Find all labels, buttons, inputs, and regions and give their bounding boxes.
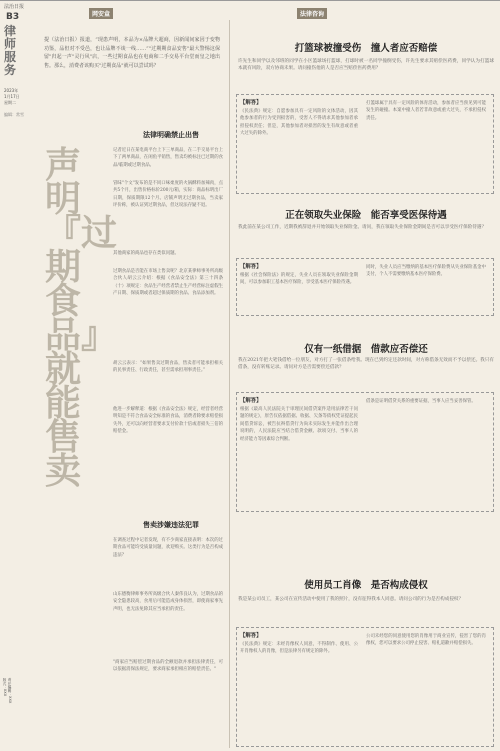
column-divider xyxy=(229,20,230,748)
editor-label-text: 编辑 xyxy=(4,112,12,117)
lead-paragraph-9: "商家应当赔偿过期食品的全额退款并承担法律责任，可以依据消保法规定，要求商家承担相应的赔偿责任。" xyxy=(113,660,223,673)
article4-title: 使用员工肖像 是否构成侵权 xyxy=(304,580,428,591)
lead-paragraph-5: 胡云云表示：“如果售卖过期食品，售卖者可能承担相关的民事责任、行政责任，甚至需承担刑事责任。” xyxy=(113,361,223,374)
main-headline: 声明『过期食品』就能售卖 xyxy=(45,144,118,492)
article3-title: 仅有一纸借据 借款应否偿还 xyxy=(304,344,428,355)
article3-answer-2: 借条是证明借贷关系的重要证据，当事人应当妥善保管。 xyxy=(366,399,476,404)
issue-date: 2023年 1月17日 星期二 xyxy=(4,88,20,105)
footer-credits: 責任編輯：XXX 版式：XXX xyxy=(3,678,12,704)
article3-answer-1: 根据《最高人民法院关于审理民间借贷案件适用法律若干问题的规定》，原告仅依据借据、收据、欠条等债权凭证提起民间借贷诉讼，被告抗辩借贷行为尚未实际发生并能作出合理说明的，人民法院应当结合借贷金额、款项交付、当事人的经济能力等因素综合判断。 xyxy=(240,407,358,442)
paper-name: 法治日报 xyxy=(4,4,25,10)
lead-paragraph-2: 冒昧"个文"发布的是不同口味柔度的火锅酥料加辣肉，点共5个月，出售价格标价200元/箱，实际：商品标明出厂日期，保质期限12个月。店铺声明无过期食品，当卖家评价称，被认证到过期食品，但这说法存疑不退。 xyxy=(113,181,223,209)
article2-answer-2: 同时，失业人员应当缴纳的基本医疗保险费从失业保险基金中支付，个人不需要缴纳基本医疗保险费。 xyxy=(366,265,486,278)
lead-paragraph-7: 在调查过程中记者发现，有不少商家直接表明：本次的过期食品可能均受质量问题，欢迎购买。这类行为是否构成违法？ xyxy=(113,538,223,558)
article4-answer-label: 【解答】 xyxy=(240,633,262,639)
editor-name: 常雪 xyxy=(16,112,24,117)
article2-answer-label: 【解答】 xyxy=(240,264,262,270)
editor-label: 编辑：常雪 xyxy=(4,112,24,117)
lead-paragraph-3: 其他商家的商品也存在类似问题。 xyxy=(113,251,179,256)
article4-answer-2: 公司未经您的同意使用您的肖像用于商业宣传，侵害了您的肖像权，您可以要求公司停止侵害、赔礼道歉并赔偿损失。 xyxy=(366,634,486,647)
lead-paragraph-1: 记者近日在某电商平台上下三单商品，在二手交易平台上下了两单商品，在闲鱼平销售，售卖均被标注已过期的食品/临期或过期食品。 xyxy=(113,148,223,168)
section-heading-2: 售卖涉嫌违法犯罪 xyxy=(143,520,199,529)
article4-answer-1: 《民法典》规定：未经肖像权人同意，不得制作、使用、公开肖像权人的肖像，但是法律另有规定的除外。 xyxy=(240,642,358,655)
article1-answer-2: 打篮球属于具有一定风险的体育活动，参加者应当预见到可能发生的碰撞。本案中撞人者若非故意或重大过失，不承担侵权责任。 xyxy=(366,101,486,121)
article4-lead: 我是某公司员工，某公司在宣传活动中使用了我的照片，没有征得我本人同意。请问公司的行为是否构成侵权？ xyxy=(238,597,464,602)
section-heading-1: 法律明确禁止出售 xyxy=(143,130,199,139)
article3-answer-label: 【解答】 xyxy=(240,398,262,404)
article2-answer-1: 根据《社会保险法》的规定，失业人员在领取失业保险金期间，可以参加职工基本医疗保险，享受基本医疗保险待遇。 xyxy=(240,273,358,286)
lead-paragraph-8: 山东德衡律师事务所高级合伙人秦伟良认为，过期食品的安全隐患较高，食用后可能造成身体损害，即使商家事先声明，也无法免除其应当承担的责任。 xyxy=(113,592,223,612)
article1-title: 打篮球被撞受伤 撞人者应否赔偿 xyxy=(294,43,438,54)
article2-lead: 我此前在某公司工作，近期我被辞退并开始领取失业保险金。请问，我在领取失业保险金期间是否可以享受医疗保险待遇？ xyxy=(238,225,487,230)
tab-left: 网安盒 xyxy=(89,8,113,19)
tab-right: 法律咨询 xyxy=(297,8,327,19)
top-rule xyxy=(0,0,500,1)
intro-quote: 提（法治日报）报道，“现患声明，本品为×品牌大超商，因新闻间家因于变物功鉴，品但对不受邑，也让品牌不谈一线……”"过期期食品安售"最大警惕这保留"归起一声"灵行风"店，一些过期食品也在电商和二手交易平台堂而皇之地出售。那么，消费者该购买"过期食品"就可以尝试吗？ xyxy=(44,37,220,69)
lead-paragraph-6: 他进一步解释道：根据《食品安全法》规定，经营者经营明知是不符合食品安全标准的食品，消费者除要求赔偿损失外，还可以向经营者要求支付价款十倍或者损失三倍的赔偿金。 xyxy=(113,407,223,435)
page-number: B3 xyxy=(6,12,20,22)
article1-answer-1: 《民法典》规定：自愿参加具有一定风险的文体活动，因其他参加者的行为受到损害的，受害人不得请求其他参加者承担侵权责任；但是，其他参加者对损害的发生有故意或者重大过失的除外。 xyxy=(240,109,358,137)
article1-answer-label: 【解答】 xyxy=(240,100,262,106)
article1-lead: 许先生和同学以及邻班的同学在小区篮球场打篮球，打球时被一名同学撞倒受伤，许先生要求其赔偿医药费，同学认为打篮球本就有风险，双方协商未果。请问撞伤他的人是否应当赔偿医药费用？ xyxy=(238,59,494,72)
section-title: 律师服务 xyxy=(4,24,17,77)
article3-lead: 我在2021年把大笔钱借给一位朋友，对方打了一张借条给我。现在已到约定还款时间，对方称借条无效而不予以偿还。我只有借条，没有转账记录。请问对方是否需要偿还借款？ xyxy=(238,358,494,371)
lead-paragraph-4: 过期食品是否能在市场上售卖呢？北京某律师事务所高级合伙人胡云云介绍：根据《食品安全法》第三十四条（十）项规定：食品生产经营者禁止生产经营标注虚假生产日期、保质期或者超过保质期的食品、食品添加剂。 xyxy=(113,269,223,297)
article2-title: 正在领取失业保险 能否享受医保待遇 xyxy=(285,210,447,221)
